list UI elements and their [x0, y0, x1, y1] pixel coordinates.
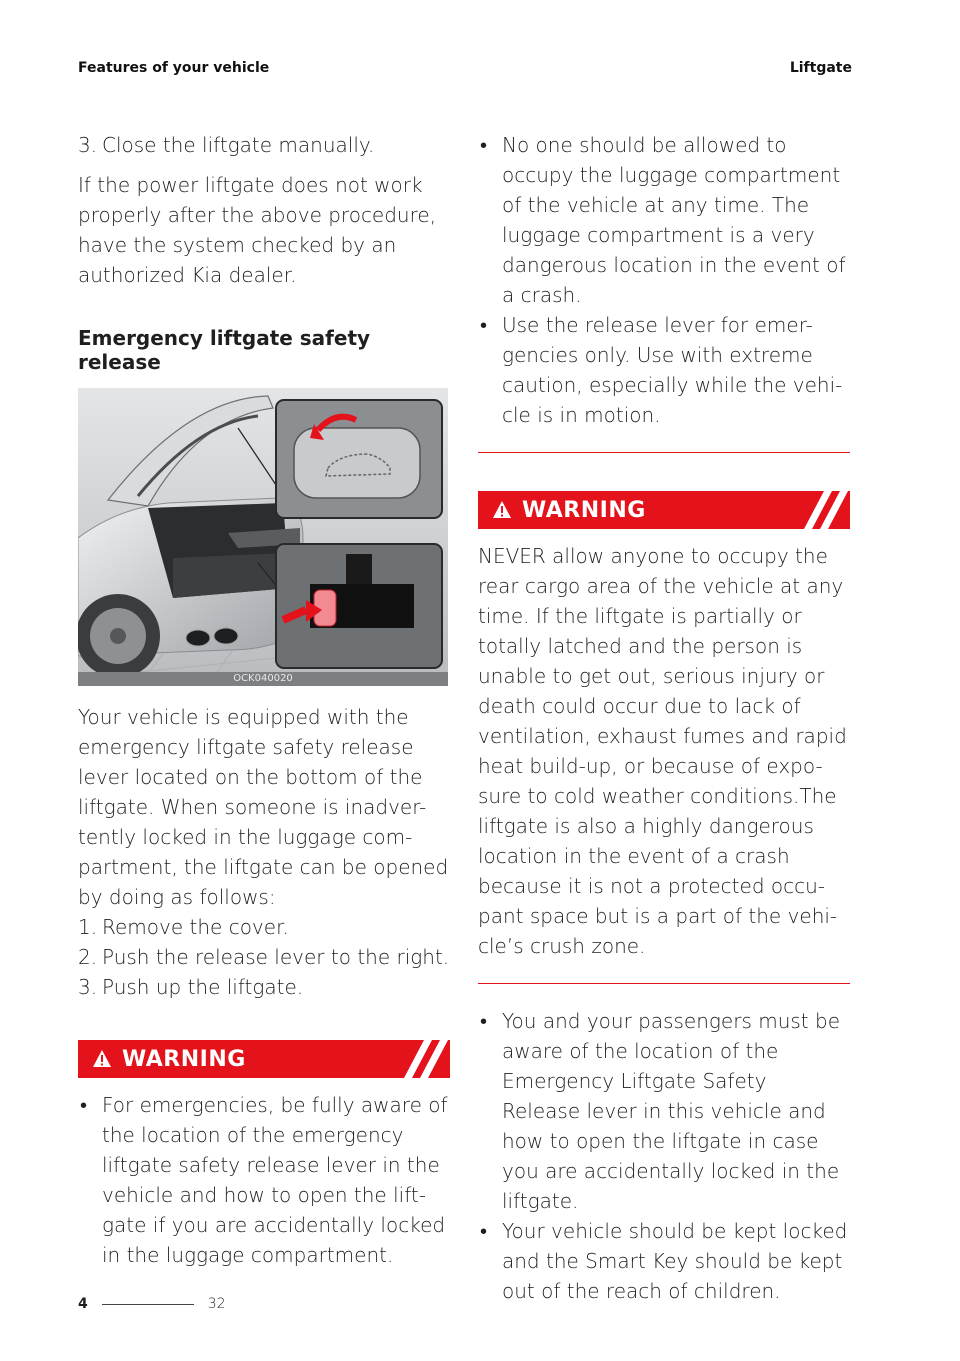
bullet-text: You and your passengers must be aware of the location of the Emergency Liftgate Safety Release lever in this vehicle and how to open the liftgate in case you are accidentally locked in the liftgate.	[502, 1009, 840, 1213]
footer-page-number: 32	[207, 1296, 226, 1312]
figure-code: OCK040020	[78, 672, 448, 686]
car-trunk-illustration	[78, 388, 448, 686]
header-topic-title: Liftgate	[789, 60, 852, 76]
list-item	[78, 912, 450, 942]
step-text: Push the release lever to the right.	[102, 945, 450, 969]
list-item	[478, 130, 850, 310]
release-steps-list	[78, 912, 450, 1002]
left-column	[78, 130, 450, 1270]
red-divider	[478, 983, 850, 984]
page-footer	[78, 1296, 226, 1312]
step-number: 2.	[78, 945, 98, 969]
header-section-title: Features of your vehicle	[78, 60, 270, 76]
footer-divider	[102, 1304, 194, 1305]
step-number: 3.	[78, 975, 98, 999]
bullet-icon: •	[480, 1219, 488, 1243]
list-item	[478, 1006, 850, 1216]
bullet-text: Your vehicle should be kept locked and the Smart Key should be kept out of the reach of children.	[502, 1219, 848, 1303]
red-divider	[478, 452, 850, 453]
warning-triangle-icon	[92, 1049, 112, 1069]
list-item	[78, 1090, 450, 1270]
warning-paragraph: NEVER allow anyone to occupy the rear cargo area of the vehicle at any time. If the liftgate is partially or totally latched and the person is unable to get out, serious injury or death could occur due to lack of ventilation, exhaust fumes and rapid heat build-up, or because of expo-sure to cold weather conditions.The liftgate is also a highly dangerous location in the event of a crash because it is not a protected occu-pant space but is a part of the vehi-cle’s crush zone.	[478, 544, 847, 958]
step-text: Close the liftgate manually.	[102, 133, 375, 157]
bullet-text: Use the release lever for emer-gencies only. Use with extreme caution, especially while the vehi-cle is in motion.	[502, 313, 843, 427]
footer-section-number: 4	[78, 1296, 88, 1312]
bullet-text: No one should be allowed to occupy the luggage compartment of the vehicle at any time. The luggage compartment is a very dangerous location in the event of a crash.	[502, 133, 846, 307]
list-item	[78, 942, 450, 972]
section-subheading: Emergency liftgate safety release	[78, 326, 371, 374]
warning-triangle-icon	[492, 500, 512, 520]
bullet-icon: •	[480, 1009, 488, 1033]
warning-label: WARNING	[122, 1046, 246, 1072]
bullet-text: For emergencies, be fully aware of the location of the emergency liftgate safety release lever in the vehicle and how to open the lift-gate if you are accidentally locked in the luggage compartment.	[102, 1093, 448, 1267]
bullet-icon: •	[480, 133, 488, 157]
warning-banner	[78, 1040, 450, 1078]
step-text: Remove the cover.	[102, 915, 289, 939]
warning-label: WARNING	[522, 497, 646, 523]
step-number: 1.	[78, 915, 98, 939]
release-lever-figure	[78, 388, 448, 686]
list-item	[478, 310, 850, 430]
list-item	[478, 1216, 850, 1306]
right-column	[478, 130, 850, 1306]
warning-stripes-icon	[390, 1040, 450, 1078]
step-close-liftgate	[78, 130, 450, 160]
warning-stripes-icon	[790, 491, 850, 529]
bullet-icon: •	[480, 313, 488, 337]
bullet-icon: •	[80, 1093, 88, 1117]
step-text: Push up the liftgate.	[102, 975, 304, 999]
warning-banner	[478, 491, 850, 529]
power-liftgate-paragraph: If the power liftgate does not work properly after the above procedure, have the system checked by an authorized Kia dealer.	[78, 173, 437, 287]
release-lever-paragraph: Your vehicle is equipped with the emergency liftgate safety release lever located on the bottom of the liftgate. When someone is inadver-tently locked in the luggage com-partment, the liftgate can be opened by doing as follows:	[78, 705, 449, 909]
list-item	[78, 972, 450, 1002]
step-number: 3.	[78, 133, 98, 157]
